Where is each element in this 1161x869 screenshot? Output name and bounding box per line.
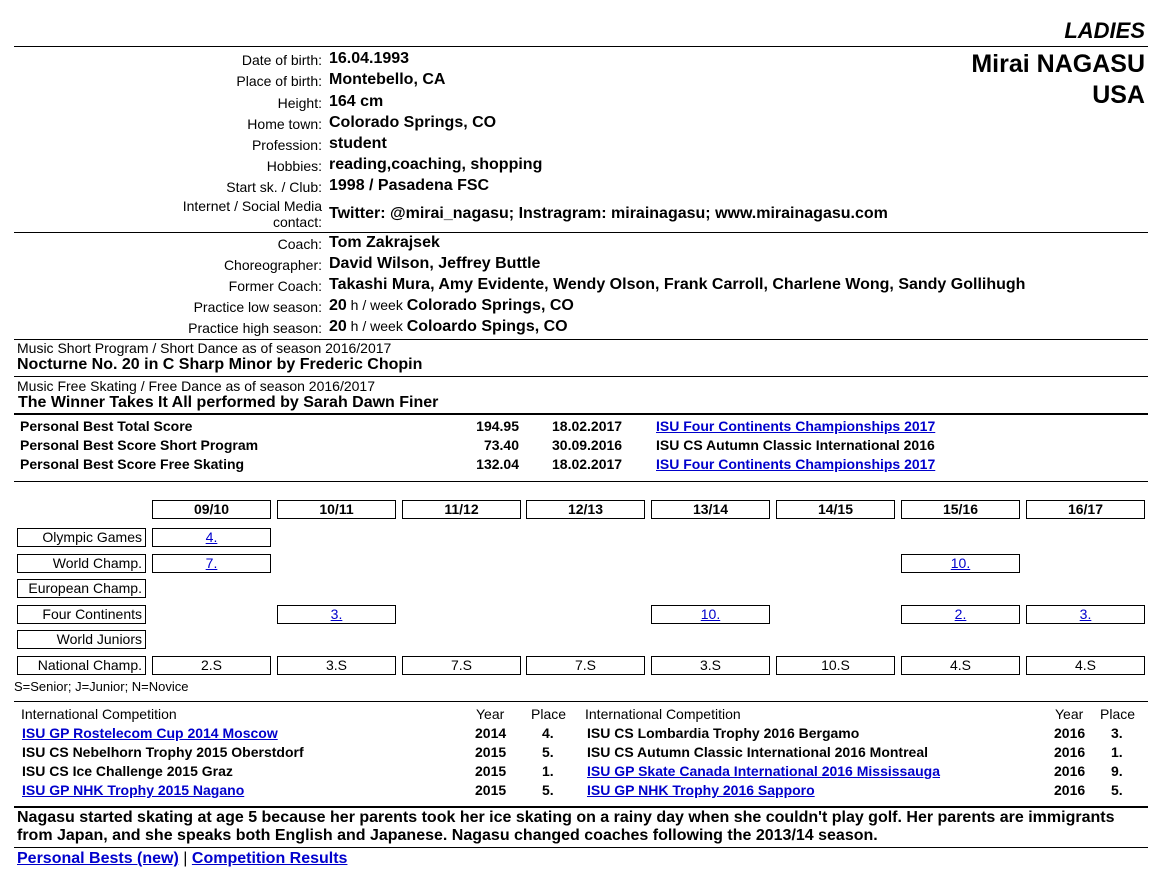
profile-label: Height: bbox=[277, 95, 322, 111]
music-divider bbox=[14, 376, 1148, 377]
championship-label: World Champ. bbox=[17, 554, 146, 573]
practice-hours: 20 bbox=[329, 318, 347, 335]
result-value: 3.S bbox=[699, 657, 721, 673]
result-cell bbox=[402, 656, 521, 675]
music-free-label: Music Free Skating / Free Dance as of season 2016/2017 bbox=[17, 378, 375, 394]
practice-label: Practice low season: bbox=[193, 299, 322, 315]
grid-divider bbox=[14, 701, 1148, 702]
season-header: 11/12 bbox=[402, 500, 521, 519]
season-header: 10/11 bbox=[277, 500, 396, 519]
result-value: 3.S bbox=[325, 657, 347, 673]
result-cell bbox=[901, 656, 1020, 675]
competition-place: 5. bbox=[542, 782, 554, 798]
coaching-value: Takashi Mura, Amy Evidente, Wendy Olson, Frank Carroll, Charlene Wong, Sandy Gollihugh bbox=[329, 276, 1026, 293]
category-title: LADIES bbox=[1064, 18, 1145, 43]
season-header: 16/17 bbox=[1026, 500, 1145, 519]
pb-date: 30.09.2016 bbox=[552, 437, 623, 453]
championship-label: European Champ. bbox=[17, 579, 146, 598]
profile-value: reading,coaching, shopping bbox=[329, 156, 543, 173]
result-value: 7.S bbox=[574, 657, 596, 673]
result-value: 4.S bbox=[949, 657, 971, 673]
footer-separator: | bbox=[183, 850, 188, 867]
competition-place: 4. bbox=[542, 725, 554, 741]
footer-links bbox=[17, 849, 347, 868]
practice-unit: h / week bbox=[346, 318, 407, 334]
comp-header-year: Year bbox=[476, 706, 505, 722]
competition-name: ISU CS Ice Challenge 2015 Graz bbox=[22, 763, 233, 779]
comp-header-competition: International Competition bbox=[585, 706, 741, 722]
result-cell bbox=[651, 656, 770, 675]
result-cell bbox=[651, 605, 770, 624]
biography: Nagasu started skating at age 5 because her parents took her ice skating on a rainy day when she couldn't play golf. Her parents are immigrants from Japan, and she speaks both English and Japanese. Nagasu changed coaches following the 2013/14 season. bbox=[17, 809, 1115, 844]
bio-divider bbox=[14, 847, 1148, 848]
internet-label-line1: Internet / Social Media bbox=[182, 198, 322, 214]
profile-value: Montebello, CA bbox=[329, 71, 446, 88]
coaching-label: Former Coach: bbox=[228, 278, 322, 294]
season-header: 12/13 bbox=[526, 500, 645, 519]
competition-year: 2015 bbox=[475, 782, 507, 798]
competition-year: 2016 bbox=[1054, 782, 1086, 798]
competition-year: 2016 bbox=[1054, 725, 1086, 741]
result-cell bbox=[901, 605, 1020, 624]
competition-year: 2014 bbox=[475, 725, 507, 741]
practice-place: Colorado Springs, CO bbox=[406, 297, 574, 314]
profile-value: 164 cm bbox=[329, 93, 384, 110]
personal-bests-link[interactable]: Personal Bests (new) bbox=[17, 850, 179, 867]
pb-score: 194.95 bbox=[476, 418, 519, 434]
level-legend: S=Senior; J=Junior; N=Novice bbox=[14, 679, 189, 694]
competition-link[interactable]: ISU GP NHK Trophy 2015 Nagano bbox=[22, 782, 245, 798]
competition-place: 1. bbox=[1111, 744, 1123, 760]
coaching-label: Choreographer: bbox=[223, 257, 322, 273]
practice-value bbox=[329, 317, 568, 336]
profile-value: student bbox=[329, 135, 387, 152]
competition-place: 5. bbox=[542, 744, 554, 760]
pb-date: 18.02.2017 bbox=[552, 418, 623, 434]
profile-label: Date of birth: bbox=[241, 52, 322, 68]
result-cell bbox=[152, 528, 271, 547]
music-short-label: Music Short Program / Short Dance as of season 2016/2017 bbox=[17, 340, 392, 356]
result-link[interactable]: 7. bbox=[205, 555, 218, 571]
header-divider bbox=[14, 46, 1148, 47]
competition-year: 2015 bbox=[475, 744, 507, 760]
competition-place: 5. bbox=[1111, 782, 1123, 798]
competition-year: 2015 bbox=[475, 763, 507, 779]
competition-link[interactable]: ISU GP NHK Trophy 2016 Sapporo bbox=[587, 782, 815, 798]
practice-label: Practice high season: bbox=[188, 320, 322, 336]
competition-name: ISU CS Autumn Classic International 2016 Montreal bbox=[587, 744, 929, 760]
result-value: 4.S bbox=[1074, 657, 1096, 673]
comp-header-year: Year bbox=[1055, 706, 1084, 722]
result-cell bbox=[277, 605, 396, 624]
competition-name: ISU CS Lombardia Trophy 2016 Bergamo bbox=[587, 725, 860, 741]
result-cell bbox=[152, 554, 271, 573]
comp-header-place: Place bbox=[1100, 706, 1136, 722]
pb-event: ISU CS Autumn Classic International 2016 bbox=[656, 437, 935, 453]
skater-country: USA bbox=[1092, 81, 1145, 109]
result-cell bbox=[1026, 656, 1145, 675]
pb-score: 132.04 bbox=[476, 456, 519, 472]
championship-label: World Juniors bbox=[17, 630, 146, 649]
result-link[interactable]: 3. bbox=[330, 606, 343, 622]
result-value: 7.S bbox=[450, 657, 472, 673]
profile-value: Colorado Springs, CO bbox=[329, 114, 497, 131]
profile-label: Hobbies: bbox=[266, 158, 322, 174]
result-cell bbox=[152, 656, 271, 675]
result-link[interactable]: 3. bbox=[1079, 606, 1092, 622]
practice-place: Coloardo Spings, CO bbox=[406, 318, 568, 335]
pb-label: Personal Best Score Short Program bbox=[20, 437, 259, 453]
profile-label: Start sk. / Club: bbox=[226, 179, 322, 195]
competition-year: 2016 bbox=[1054, 744, 1086, 760]
season-header: 15/16 bbox=[901, 500, 1020, 519]
comp-header-competition: International Competition bbox=[21, 706, 177, 722]
music-short-title: Nocturne No. 20 in C Sharp Minor by Frederic Chopin bbox=[17, 356, 423, 373]
comp-header-place: Place bbox=[531, 706, 567, 722]
result-cell bbox=[277, 656, 396, 675]
profile-divider bbox=[14, 232, 1148, 233]
coaching-value: David Wilson, Jeffrey Buttle bbox=[329, 255, 541, 272]
music-free-title: The Winner Takes It All performed by Sarah Dawn Finer bbox=[18, 394, 439, 411]
competition-year: 2016 bbox=[1054, 763, 1086, 779]
pb-divider bbox=[14, 481, 1148, 482]
practice-hours: 20 bbox=[329, 297, 347, 314]
profile-value: 16.04.1993 bbox=[329, 50, 410, 67]
competition-link[interactable]: ISU GP Skate Canada International 2016 Mississauga bbox=[587, 763, 940, 779]
pb-event-link[interactable]: ISU Four Continents Championships 2017 bbox=[656, 456, 936, 472]
result-cell bbox=[901, 554, 1020, 573]
profile-label: Profession: bbox=[251, 137, 322, 153]
championship-label: National Champ. bbox=[17, 656, 146, 675]
competition-place: 3. bbox=[1111, 725, 1123, 741]
internet-label-line2: contact: bbox=[272, 214, 322, 230]
coaching-label: Coach: bbox=[277, 236, 322, 252]
skater-name: Mirai NAGASU bbox=[971, 50, 1145, 78]
internet-value: Twitter: @mirai_nagasu; Instragram: mirainagasu; www.mirainagasu.com bbox=[329, 205, 888, 222]
championship-label: Four Continents bbox=[17, 605, 146, 624]
competition-place: 1. bbox=[542, 763, 554, 779]
coaching-value: Tom Zakrajsek bbox=[329, 234, 440, 251]
competition-link[interactable]: ISU GP Rostelecom Cup 2014 Moscow bbox=[22, 725, 278, 741]
practice-unit: h / week bbox=[346, 297, 407, 313]
music-bottom-divider bbox=[14, 413, 1148, 415]
pb-label: Personal Best Score Free Skating bbox=[20, 456, 245, 472]
result-cell bbox=[526, 656, 645, 675]
result-value: 10.S bbox=[821, 657, 850, 673]
competitions-divider bbox=[14, 806, 1148, 808]
competition-results-link[interactable]: Competition Results bbox=[191, 850, 348, 867]
competition-name: ISU CS Nebelhorn Trophy 2015 Oberstdorf bbox=[22, 744, 304, 760]
result-value: 2.S bbox=[200, 657, 222, 673]
result-link[interactable]: 10. bbox=[700, 606, 721, 622]
profile-value: 1998 / Pasadena FSC bbox=[329, 177, 490, 194]
result-link[interactable]: 2. bbox=[954, 606, 967, 622]
result-link[interactable]: 10. bbox=[950, 555, 971, 571]
result-cell bbox=[1026, 605, 1145, 624]
internet-label bbox=[14, 198, 322, 230]
season-header: 09/10 bbox=[152, 500, 271, 519]
pb-event-link[interactable]: ISU Four Continents Championships 2017 bbox=[656, 418, 936, 434]
practice-value bbox=[329, 296, 574, 315]
pb-score: 73.40 bbox=[483, 437, 519, 453]
championship-label: Olympic Games bbox=[17, 528, 146, 547]
pb-label: Personal Best Total Score bbox=[20, 418, 193, 434]
result-cell bbox=[776, 656, 895, 675]
profile-label: Home town: bbox=[247, 116, 322, 132]
result-link[interactable]: 4. bbox=[205, 529, 218, 545]
competition-place: 9. bbox=[1111, 763, 1123, 779]
season-header: 13/14 bbox=[651, 500, 770, 519]
season-header: 14/15 bbox=[776, 500, 895, 519]
pb-date: 18.02.2017 bbox=[552, 456, 623, 472]
profile-label: Place of birth: bbox=[236, 73, 322, 89]
